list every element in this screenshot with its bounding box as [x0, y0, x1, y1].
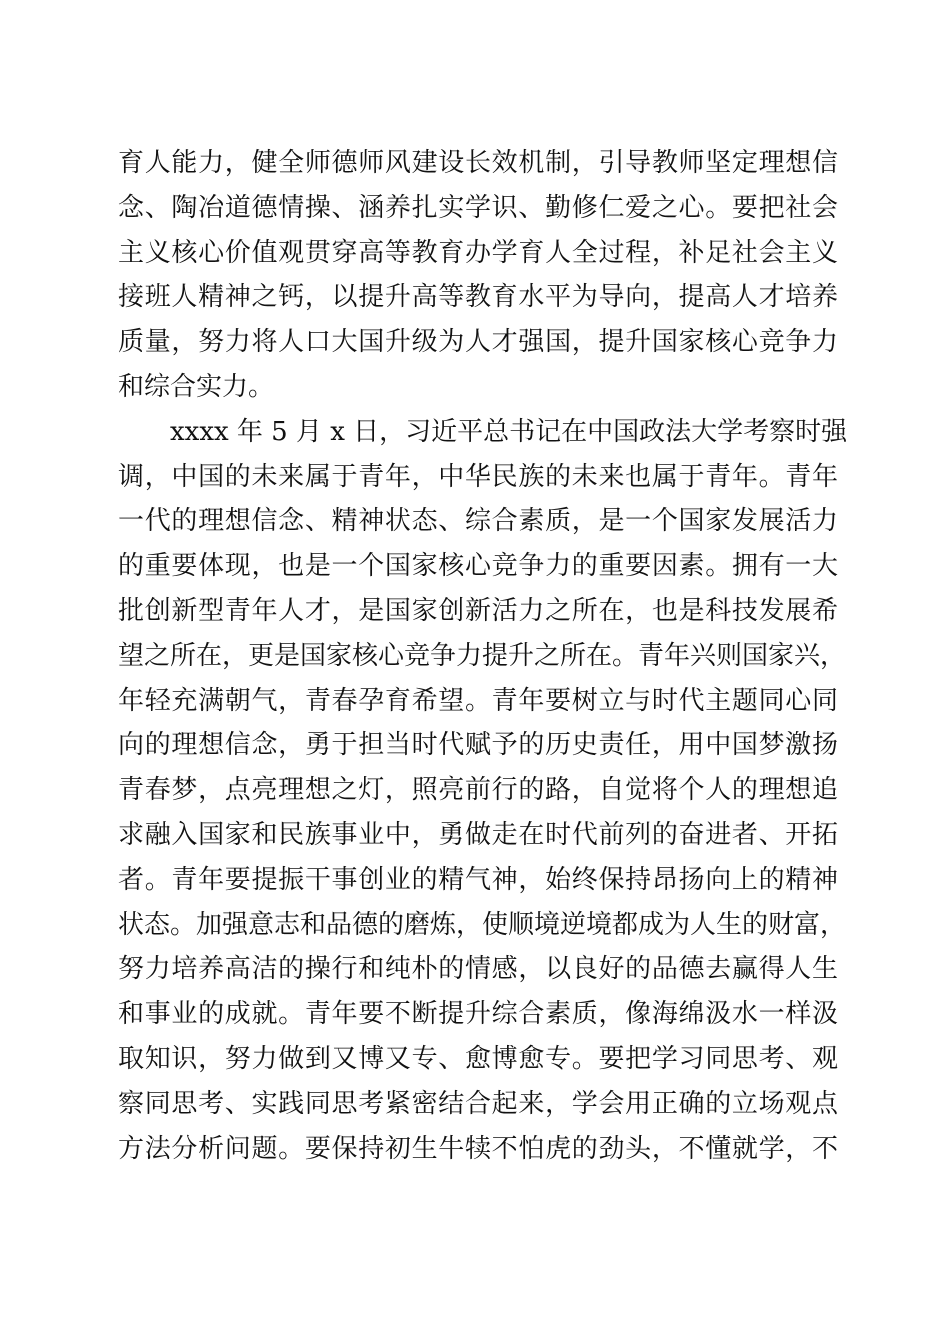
- text-line: 方法分析问题。要保持初生牛犊不怕虎的劲头，不懂就学，不: [118, 1133, 838, 1164]
- text-line: 察同思考、实践同思考紧密结合起来，学会用正确的立场观点: [118, 1088, 838, 1119]
- text-line: 接班人精神之钙，以提升高等教育水平为导向，提高人才培养: [118, 282, 838, 313]
- text-line: 青春梦，点亮理想之灯，照亮前行的路，自觉将个人的理想追: [118, 775, 838, 806]
- text-line: 努力培养高洁的操行和纯朴的情感，以良好的品德去赢得人生: [118, 954, 838, 985]
- text-line: 年轻充满朝气，青春孕育希望。青年要树立与时代主题同心同: [118, 685, 838, 716]
- text-line: 质量，努力将人口大国升级为人才强国，提升国家核心竞争力: [118, 327, 838, 358]
- text-line: 和综合实力。: [118, 371, 275, 402]
- text-line: 求融入国家和民族事业中，勇做走在时代前列的奋进者、开拓: [118, 819, 838, 850]
- text-line: 育人能力，健全师德师风建设长效机制，引导教师坚定理想信: [118, 148, 838, 178]
- text-line: 者。青年要提振干事创业的精气神，始终保持昂扬向上的精神: [118, 864, 838, 895]
- text-line: 向的理想信念，勇于担当时代赋予的历史责任，用中国梦激扬: [118, 730, 838, 761]
- paragraph-1: [118, 141, 838, 410]
- text-line: 一代的理想信念、精神状态、综合素质，是一个国家发展活力: [118, 506, 838, 537]
- body-text: [118, 141, 848, 1171]
- text-line: 的重要体现，也是一个国家核心竞争力的重要因素。拥有一大: [118, 551, 838, 582]
- text-line: 和事业的成就。青年要不断提升综合素质，像海绵汲水一样汲: [118, 999, 838, 1030]
- text-line: 状态。加强意志和品德的磨炼，使顺境逆境都成为人生的财富，: [118, 909, 847, 940]
- text-line: 望之所在，更是国家核心竞争力提升之所在。青年兴则国家兴，: [118, 640, 847, 671]
- text-line: 调，中国的未来属于青年，中华民族的未来也属于青年。青年: [118, 461, 838, 492]
- text-line: xxxx 年 5 月 x 日，习近平总书记在中国政法大学考察时强: [170, 416, 848, 447]
- text-line: 批创新型青年人才，是国家创新活力之所在，也是科技发展希: [118, 595, 838, 626]
- text-line: 念、陶冶道德情操、涵养扎实学识、勤修仁爱之心。要把社会: [118, 192, 838, 223]
- text-line: 主义核心价值观贯穿高等教育办学育人全过程，补足社会主义: [118, 237, 838, 268]
- paragraph-2: [118, 410, 848, 1172]
- text-line: 取知识，努力做到又博又专、愈博愈专。要把学习同思考、观: [118, 1043, 838, 1074]
